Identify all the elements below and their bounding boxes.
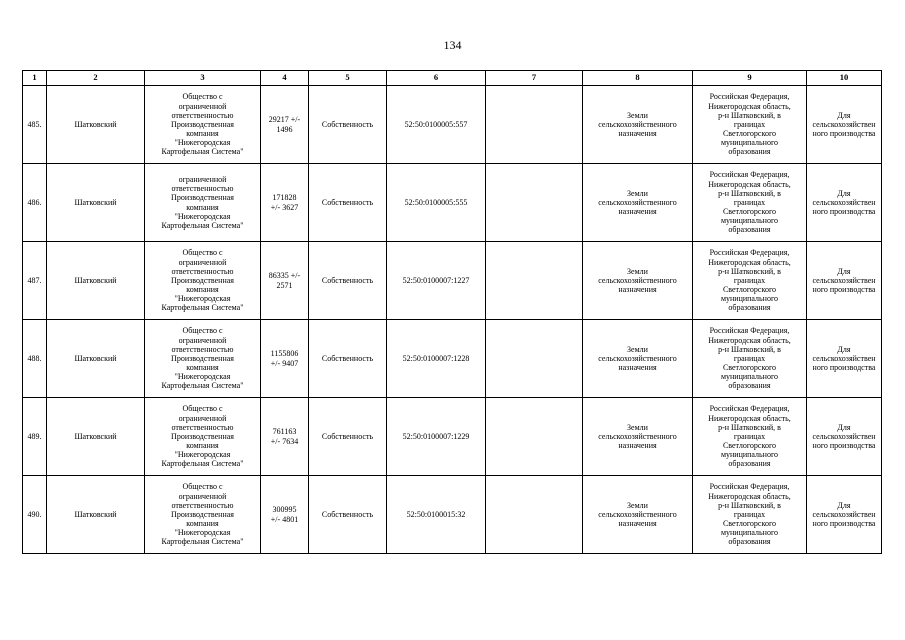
permitted-use-cell: Для сельскохозяйствен ного производства [807, 320, 882, 398]
right-type-cell: Собственность [309, 320, 387, 398]
empty-cell [486, 398, 583, 476]
row-number: 490. [23, 476, 47, 554]
area-cell: 761163 +/- 7634 [261, 398, 309, 476]
land-category-cell: Земли сельскохозяйственного назначения [583, 86, 693, 164]
land-category-cell: Земли сельскохозяйственного назначения [583, 476, 693, 554]
cadastral-number-cell: 52:50:0100015:32 [387, 476, 486, 554]
column-header: 7 [486, 71, 583, 86]
address-cell: Российская Федерация, Нижегородская область, р-н Шатковский, в границах Светлогорского муниципального образования [693, 86, 807, 164]
cadastral-number-cell: 52:50:0100005:557 [387, 86, 486, 164]
right-type-cell: Собственность [309, 164, 387, 242]
owner-cell: Общество с ограниченной ответственностью Производственная компания "Нижегородская Картофельная Система" [145, 398, 261, 476]
address-cell: Российская Федерация, Нижегородская область, р-н Шатковский, в границах Светлогорского муниципального образования [693, 398, 807, 476]
permitted-use-cell: Для сельскохозяйствен ного производства [807, 476, 882, 554]
area-cell: 1155806 +/- 9407 [261, 320, 309, 398]
land-category-cell: Земли сельскохозяйственного назначения [583, 164, 693, 242]
owner-cell: ограниченной ответственностью Производственная компания "Нижегородская Картофельная Система" [145, 164, 261, 242]
address-cell: Российская Федерация, Нижегородская область, р-н Шатковский, в границах Светлогорского муниципального образования [693, 242, 807, 320]
right-type-cell: Собственность [309, 242, 387, 320]
empty-cell [486, 86, 583, 164]
table-row [23, 320, 882, 398]
column-header: 6 [387, 71, 486, 86]
right-type-cell: Собственность [309, 476, 387, 554]
cadastral-number-cell: 52:50:0100007:1229 [387, 398, 486, 476]
cadastral-number-cell: 52:50:0100007:1227 [387, 242, 486, 320]
empty-cell [486, 242, 583, 320]
owner-cell: Общество с ограниченной ответственностью Производственная компания "Нижегородская Картофельная Система" [145, 242, 261, 320]
permitted-use-cell: Для сельскохозяйствен ного производства [807, 86, 882, 164]
table-row [23, 164, 882, 242]
column-header: 4 [261, 71, 309, 86]
address-cell: Российская Федерация, Нижегородская область, р-н Шатковский, в границах Светлогорского муниципального образования [693, 476, 807, 554]
address-cell: Российская Федерация, Нижегородская область, р-н Шатковский, в границах Светлогорского муниципального образования [693, 164, 807, 242]
table-row [23, 398, 882, 476]
row-number: 488. [23, 320, 47, 398]
area-cell: 86335 +/- 2571 [261, 242, 309, 320]
land-category-cell: Земли сельскохозяйственного назначения [583, 398, 693, 476]
header-row [23, 71, 882, 86]
row-number: 485. [23, 86, 47, 164]
district-cell: Шатковский [47, 164, 145, 242]
district-cell: Шатковский [47, 398, 145, 476]
district-cell: Шатковский [47, 242, 145, 320]
empty-cell [486, 164, 583, 242]
empty-cell [486, 476, 583, 554]
district-cell: Шатковский [47, 86, 145, 164]
column-header: 1 [23, 71, 47, 86]
column-header: 5 [309, 71, 387, 86]
area-cell: 300995 +/- 4801 [261, 476, 309, 554]
column-header: 9 [693, 71, 807, 86]
cadastral-number-cell: 52:50:0100007:1228 [387, 320, 486, 398]
row-number: 486. [23, 164, 47, 242]
owner-cell: Общество с ограниченной ответственностью Производственная компания "Нижегородская Картофельная Система" [145, 86, 261, 164]
table-row [23, 476, 882, 554]
right-type-cell: Собственность [309, 86, 387, 164]
column-header: 3 [145, 71, 261, 86]
column-header: 2 [47, 71, 145, 86]
cadastral-number-cell: 52:50:0100005:555 [387, 164, 486, 242]
land-registry-table [22, 70, 882, 554]
row-number: 487. [23, 242, 47, 320]
permitted-use-cell: Для сельскохозяйствен ного производства [807, 398, 882, 476]
column-header: 10 [807, 71, 882, 86]
table-row [23, 242, 882, 320]
land-category-cell: Земли сельскохозяйственного назначения [583, 320, 693, 398]
row-number: 489. [23, 398, 47, 476]
land-category-cell: Земли сельскохозяйственного назначения [583, 242, 693, 320]
page-number: 134 [443, 38, 462, 52]
owner-cell: Общество с ограниченной ответственностью Производственная компания "Нижегородская Картофельная Система" [145, 320, 261, 398]
district-cell: Шатковский [47, 476, 145, 554]
address-cell: Российская Федерация, Нижегородская область, р-н Шатковский, в границах Светлогорского муниципального образования [693, 320, 807, 398]
permitted-use-cell: Для сельскохозяйствен ного производства [807, 242, 882, 320]
table-row [23, 86, 882, 164]
empty-cell [486, 320, 583, 398]
area-cell: 171828 +/- 3627 [261, 164, 309, 242]
column-header: 8 [583, 71, 693, 86]
right-type-cell: Собственность [309, 398, 387, 476]
district-cell: Шатковский [47, 320, 145, 398]
area-cell: 29217 +/- 1496 [261, 86, 309, 164]
owner-cell: Общество с ограниченной ответственностью Производственная компания "Нижегородская Картофельная Система" [145, 476, 261, 554]
permitted-use-cell: Для сельскохозяйствен ного производства [807, 164, 882, 242]
